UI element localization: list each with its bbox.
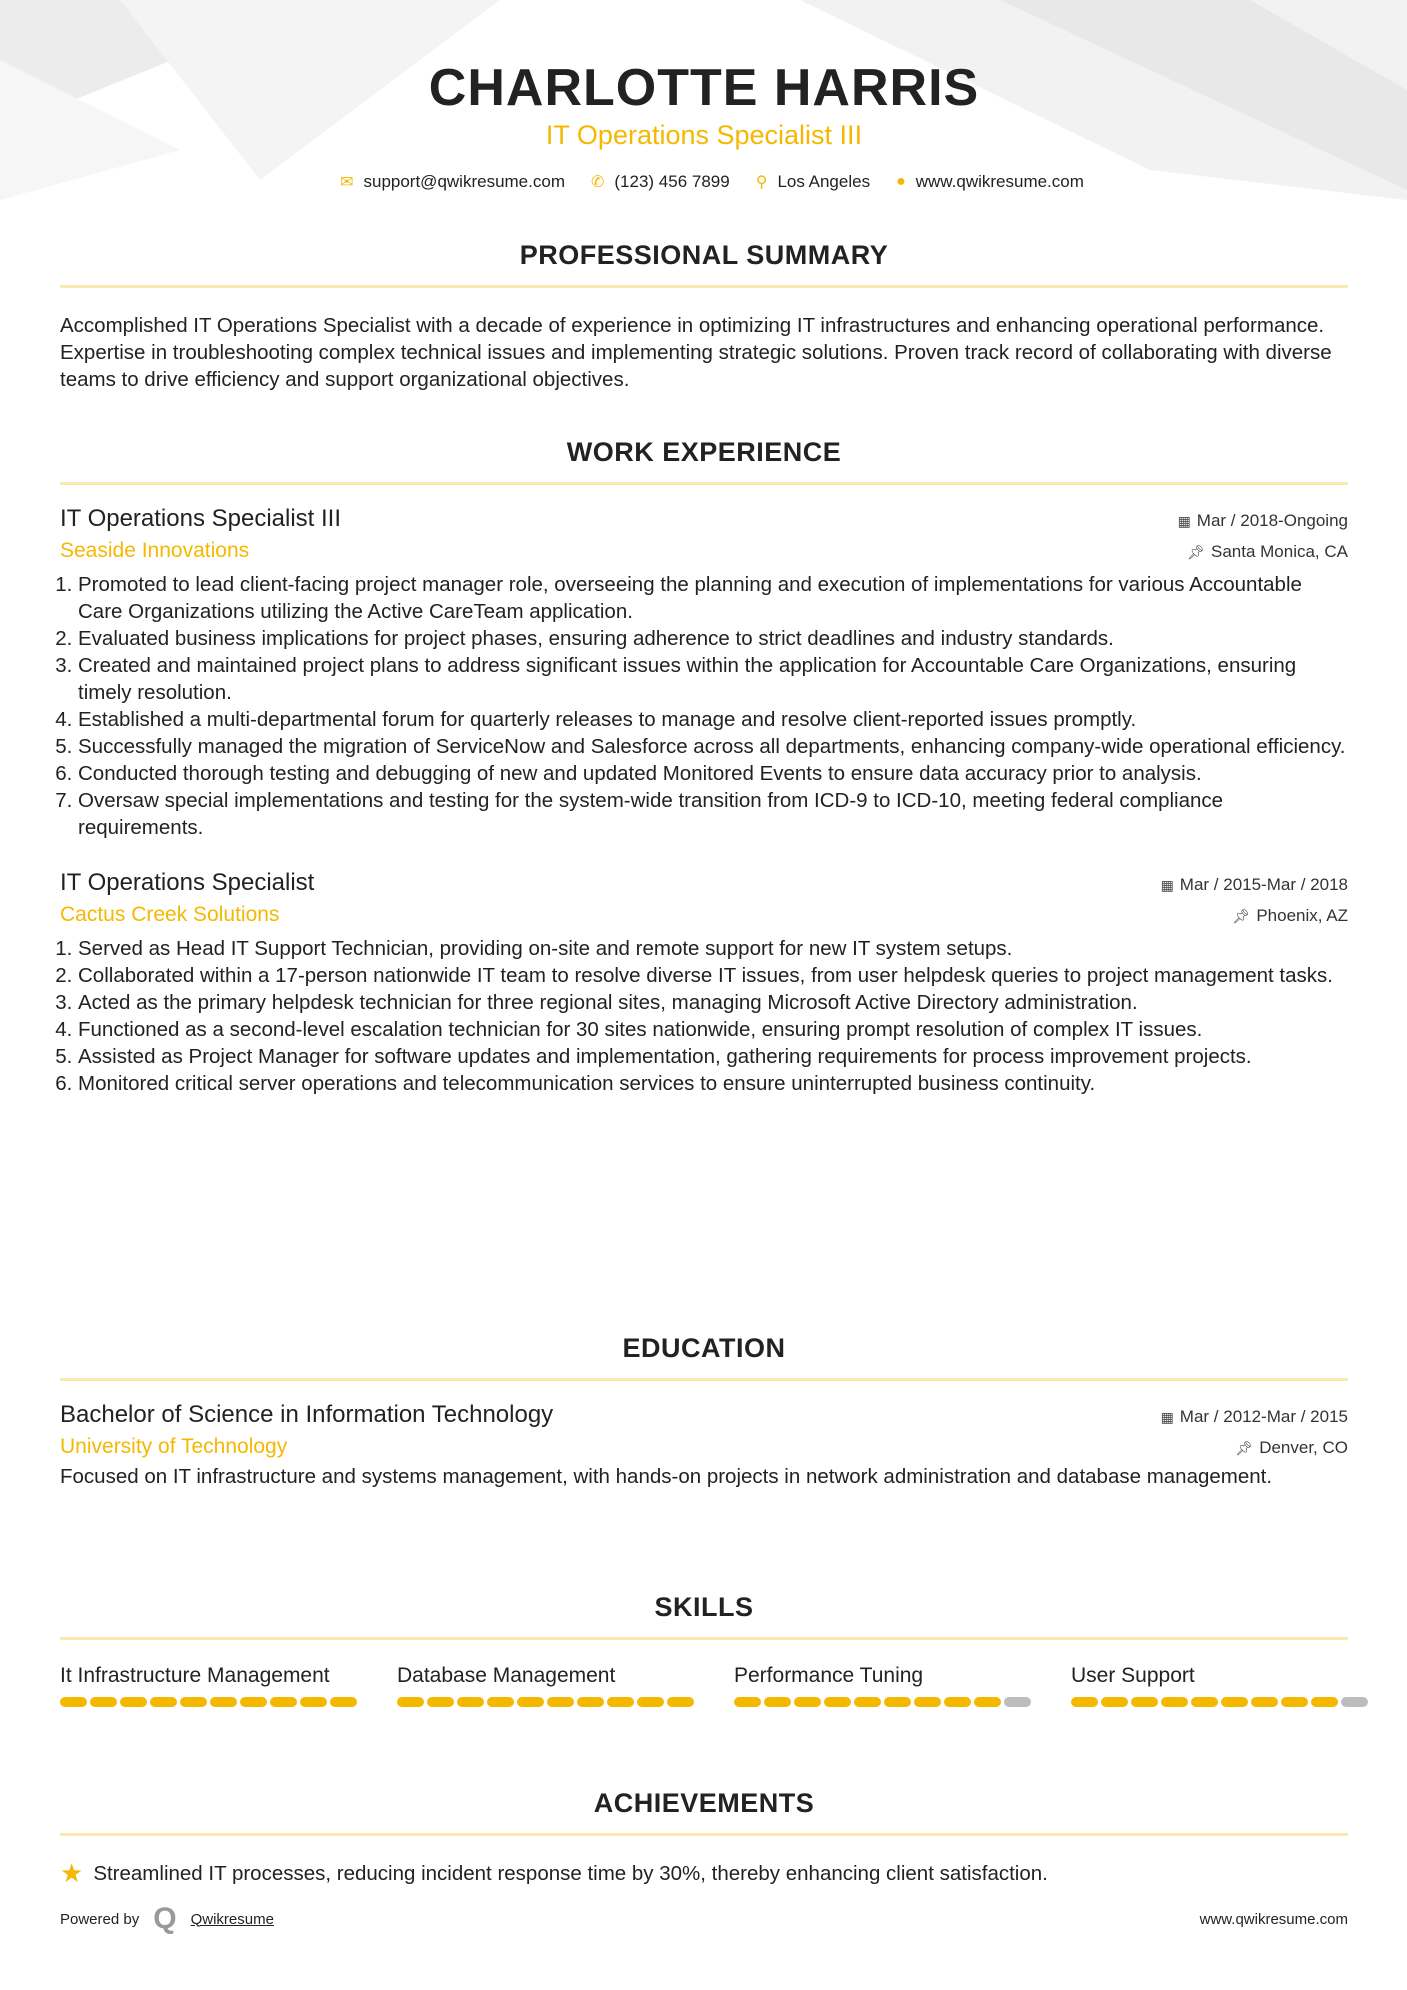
- skill-level-dash: [517, 1697, 544, 1707]
- skill-level-dash: [487, 1697, 514, 1707]
- skill-rating-bar: [60, 1697, 357, 1707]
- pin-icon: 📌︎: [1235, 1440, 1254, 1456]
- edu-location: Denver, CO: [1259, 1438, 1348, 1457]
- job-dates: Mar / 2015-Mar / 2018: [1179, 875, 1348, 894]
- job-location: Phoenix, AZ: [1256, 906, 1348, 925]
- achievement-item: Streamlined IT processes, reducing incident response time by 30%, thereby enhancing client satisfaction.: [93, 1862, 1048, 1885]
- job-bullet: 1. Promoted to lead client-facing project manager role, overseeing the planning and execution of implementations for various Accountable Care Organizations utilizing the Active CareTeam application.: [78, 571, 1348, 625]
- job-dates: Mar / 2018-Ongoing: [1196, 511, 1348, 530]
- job-bullet: 5. Assisted as Project Manager for software updates and implementation, gathering requirements for process improvement projects.: [78, 1043, 1348, 1070]
- skill-level-dash: [457, 1697, 484, 1707]
- skill-level-dash: [1071, 1697, 1098, 1707]
- skills-section: [60, 1592, 1348, 1707]
- footer: [60, 1902, 1348, 1936]
- skill-level-dash: [60, 1697, 87, 1707]
- skill-level-dash: [210, 1697, 237, 1707]
- contact-bar: [60, 172, 1348, 192]
- skill-name: Performance Tuning: [734, 1664, 924, 1687]
- education-section: [60, 1333, 1348, 1490]
- skill-level-dash: [1004, 1697, 1031, 1707]
- skill-rating-bar: [734, 1697, 1031, 1707]
- skill-level-dash: [914, 1697, 941, 1707]
- skill-level-dash: [1101, 1697, 1128, 1707]
- divider: [60, 1833, 1348, 1836]
- skill-level-dash: [397, 1697, 424, 1707]
- envelope-icon: ✉: [340, 174, 354, 191]
- powered-by-label: Powered by: [60, 1910, 140, 1928]
- skill-level-dash: [607, 1697, 634, 1707]
- experience-section: [60, 437, 1348, 1097]
- skill-name: Database Management: [397, 1664, 616, 1687]
- star-icon: ★: [60, 1858, 84, 1888]
- skill-level-dash: [180, 1697, 207, 1707]
- divider: [60, 1637, 1348, 1640]
- skill-level-dash: [300, 1697, 327, 1707]
- job-entry: [60, 869, 1348, 1097]
- skill-item: [60, 1662, 357, 1707]
- skill-level-dash: [637, 1697, 664, 1707]
- candidate-name: CHARLOTTE HARRIS: [428, 59, 980, 117]
- skill-level-dash: [734, 1697, 761, 1707]
- skill-level-dash: [974, 1697, 1001, 1707]
- job-title: IT Operations Specialist: [60, 869, 315, 896]
- summary-text: Accomplished IT Operations Specialist with a decade of experience in optimizing IT infrastructures and enhancing operational performance. Expertise in troubleshooting complex technical issues and implementing strategic solutions. Proven track record of collaborating with diverse teams to drive efficiency and support organizational objectives.: [60, 314, 1332, 391]
- skill-level-dash: [1341, 1697, 1368, 1707]
- job-location: Santa Monica, CA: [1210, 542, 1348, 561]
- footer-website[interactable]: www.qwikresume.com: [1199, 1910, 1348, 1928]
- candidate-title: IT Operations Specialist III: [545, 120, 863, 150]
- skill-level-dash: [1191, 1697, 1218, 1707]
- pin-icon: 📌︎: [1232, 908, 1251, 924]
- job-bullet: 6. Conducted thorough testing and debugging of new and updated Monitored Events to ensure data accuracy prior to analysis.: [78, 760, 1348, 787]
- phone-icon: ✆: [590, 174, 605, 191]
- skill-level-dash: [884, 1697, 911, 1707]
- edu-dates: Mar / 2012-Mar / 2015: [1179, 1407, 1348, 1426]
- job-bullet: 2. Evaluated business implications for project phases, ensuring adherence to strict deadlines and industry standards.: [78, 625, 1348, 652]
- section-heading: WORK EXPERIENCE: [566, 437, 842, 467]
- job-entry: [60, 505, 1348, 841]
- job-bullet: 7. Oversaw special implementations and testing for the system-wide transition from ICD-9 to ICD-10, meeting federal compliance requirements.: [78, 787, 1348, 841]
- job-bullet: 3. Acted as the primary helpdesk technician for three regional sites, managing Microsoft Active Directory administration.: [78, 989, 1348, 1016]
- skill-level-dash: [240, 1697, 267, 1707]
- skill-level-dash: [1161, 1697, 1188, 1707]
- company: Seaside Innovations: [60, 539, 250, 562]
- skill-level-dash: [944, 1697, 971, 1707]
- calendar-icon: ▦: [1177, 513, 1191, 529]
- skill-level-dash: [547, 1697, 574, 1707]
- skill-level-dash: [90, 1697, 117, 1707]
- calendar-icon: ▦: [1160, 877, 1174, 893]
- job-bullet: 5. Successfully managed the migration of ServiceNow and Salesforce across all departments, enhancing company-wide operational efficiency.: [78, 733, 1348, 760]
- job-bullet: 1. Served as Head IT Support Technician, providing on-site and remote support for new IT system setups.: [78, 935, 1348, 962]
- job-bullet: 6. Monitored critical server operations and telecommunication services to ensure uninterrupted business continuity.: [78, 1070, 1348, 1097]
- divider: [60, 285, 1348, 288]
- skill-level-dash: [120, 1697, 147, 1707]
- location: Los Angeles: [777, 172, 871, 191]
- achievements-section: [60, 1788, 1348, 1889]
- skill-level-dash: [764, 1697, 791, 1707]
- section-heading: EDUCATION: [622, 1333, 786, 1363]
- job-bullet: 4. Functioned as a second-level escalation technician for 30 sites nationwide, ensuring prompt resolution of complex IT issues.: [78, 1016, 1348, 1043]
- summary-section: [60, 240, 1348, 393]
- skill-item: [1071, 1662, 1368, 1707]
- skill-item: [734, 1662, 1031, 1707]
- skill-item: [397, 1662, 694, 1707]
- skill-level-dash: [667, 1697, 694, 1707]
- degree: Bachelor of Science in Information Technology: [60, 1401, 554, 1428]
- website[interactable]: www.qwikresume.com: [915, 172, 1084, 191]
- school: University of Technology: [60, 1435, 288, 1458]
- skill-level-dash: [854, 1697, 881, 1707]
- skill-level-dash: [577, 1697, 604, 1707]
- email[interactable]: support@qwikresume.com: [363, 172, 565, 191]
- divider: [60, 1378, 1348, 1381]
- skill-level-dash: [1311, 1697, 1338, 1707]
- skill-level-dash: [1281, 1697, 1308, 1707]
- job-bullet: 2. Collaborated within a 17-person nationwide IT team to resolve diverse IT issues, from user helpdesk queries to project management tasks.: [78, 962, 1348, 989]
- skill-level-dash: [270, 1697, 297, 1707]
- qwikresume-logo-icon: Q: [153, 1902, 177, 1935]
- skill-level-dash: [1251, 1697, 1278, 1707]
- brand-link[interactable]: Qwikresume: [190, 1910, 274, 1928]
- section-heading: ACHIEVEMENTS: [593, 1788, 815, 1818]
- skill-name: User Support: [1071, 1664, 1195, 1687]
- company: Cactus Creek Solutions: [60, 903, 280, 926]
- skill-level-dash: [824, 1697, 851, 1707]
- globe-icon: ●: [896, 173, 906, 190]
- phone: (123) 456 7899: [614, 172, 730, 191]
- skill-level-dash: [427, 1697, 454, 1707]
- job-bullet: 4. Established a multi-departmental forum for quarterly releases to manage and resolve client-reported issues promptly.: [78, 706, 1348, 733]
- section-heading: PROFESSIONAL SUMMARY: [519, 240, 889, 270]
- skill-level-dash: [794, 1697, 821, 1707]
- section-heading: SKILLS: [654, 1592, 754, 1622]
- skill-rating-bar: [397, 1697, 694, 1707]
- pin-icon: 📌︎: [1187, 544, 1205, 560]
- skill-name: It Infrastructure Management: [60, 1664, 330, 1687]
- skill-level-dash: [1221, 1697, 1248, 1707]
- skill-level-dash: [150, 1697, 177, 1707]
- job-bullet: 3. Created and maintained project plans to address significant issues within the application for Accountable Care Organizations, ensuring timely resolution.: [78, 652, 1348, 706]
- map-pin-icon: ⚲: [755, 174, 768, 191]
- skill-level-dash: [1131, 1697, 1158, 1707]
- calendar-icon: ▦: [1160, 1409, 1174, 1425]
- divider: [60, 482, 1348, 485]
- edu-description: Focused on IT infrastructure and systems management, with hands-on projects in network administration and database management.: [60, 1465, 1273, 1488]
- job-title: IT Operations Specialist III: [60, 505, 342, 532]
- skill-level-dash: [330, 1697, 357, 1707]
- skill-rating-bar: [1071, 1697, 1368, 1707]
